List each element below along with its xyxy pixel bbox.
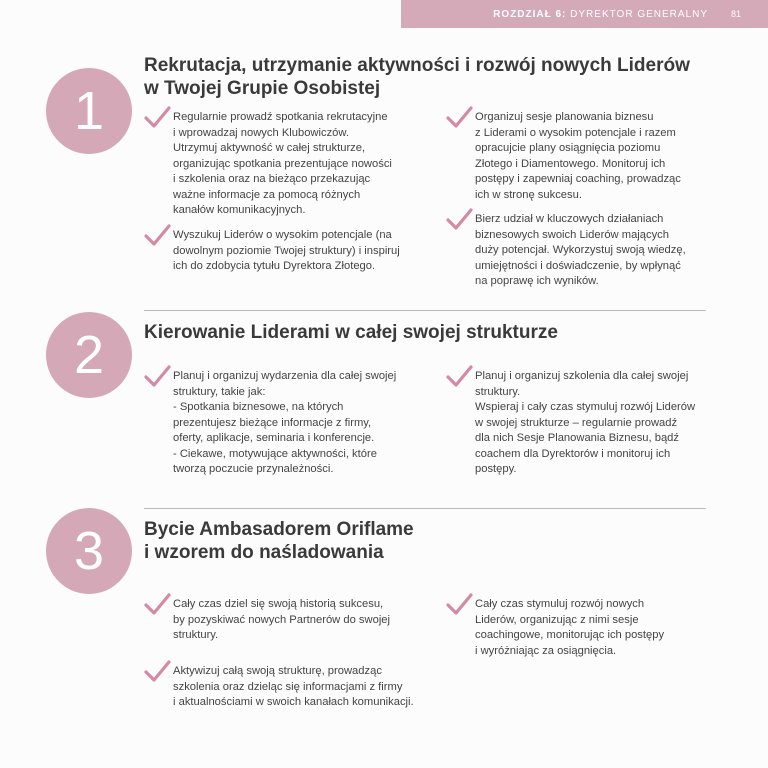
- chapter-header: [401, 0, 768, 28]
- checkmark-icon: [445, 591, 473, 617]
- section-2-item-2-text: Planuj i organizuj szkolenia dla całej swojej struktury. Wspieraj i cały czas stymuluj rozwój Liderów w swojej strukturze – regularnie prowadź dla nich Sesje Planowania Biznesu, bądź coachem dla Dyrektorów i monitoruj ich postępy.: [475, 370, 696, 475]
- section-1-item-1: [173, 110, 441, 219]
- section-3-title: Bycie Ambasadorem Oriflame i wzorem do naśladowania: [144, 519, 414, 563]
- checkmark-icon: [143, 591, 171, 617]
- section-3-item-3-text: Cały czas stymuluj rozwój nowych Liderów, organizując z nimi sesje coachingowe, monitorując ich postępy i wyróżniając za osiągnięcia.: [475, 598, 665, 657]
- section-3-item-1-text: Cały czas dziel się swoją historią sukcesu, by pozyskiwać nowych Partnerów do swojej struktury.: [173, 598, 391, 641]
- section-1-item-3-text: Organizuj sesje planowania biznesu z Liderami o wysokim potencjale i razem opracujcie plany osiągnięcia poziomu Złotego i Diamentowego. Monitoruj ich postępy i zapewniaj coaching, prowadząc ich w stronę sukcesu.: [475, 111, 681, 201]
- chapter-label: ROZDZIAŁ 6:: [493, 9, 567, 20]
- section-1-item-2: [173, 228, 441, 275]
- section-divider: [144, 508, 706, 509]
- checkmark-icon: [445, 104, 473, 130]
- section-2-item-1-text: Planuj i organizuj wydarzenia dla całej swojej struktury, takie jak: - Spotkania biznesowe, na których prezentujesz bieżące informacje z firmy, oferty, aplikacje, seminaria i konferencje. - Ciekawe, motywujące aktywności, które tworzą poczucie przynależności.: [173, 370, 397, 475]
- section-1-item-4-text: Bierz udział w kluczowych działaniach biznesowych swoich Liderów mających duży potencjał. Wykorzystuj swoją wiedzę, umiejętności i doświadczenie, by wpłynąć na poprawę ich wyników.: [475, 213, 686, 287]
- checkmark-icon: [445, 363, 473, 389]
- section-1-item-2-text: Wyszukuj Liderów o wysokim potencjale (na dowolnym poziomie Twojej struktury) i inspiruj ich do zdobycia tytułu Dyrektora Złotego.: [173, 229, 400, 272]
- section-divider: [144, 310, 706, 311]
- checkmark-icon: [143, 363, 171, 389]
- section-3-item-2: [173, 664, 463, 711]
- section-2-item-2: [475, 369, 743, 478]
- section-1-title: Rekrutacja, utrzymanie aktywności i rozwój nowych Liderów w Twojej Grupie Osobistej: [144, 55, 690, 99]
- section-3-item-1: [173, 597, 441, 644]
- section-1-item-4: [475, 212, 743, 290]
- checkmark-icon: [445, 206, 473, 232]
- section-2-title: Kierowanie Liderami w całej swojej strukturze: [144, 322, 558, 343]
- section-1-item-1-text: Regularnie prowadź spotkania rekrutacyjne i wprowadzaj nowych Klubowiczów. Utrzymuj aktywność w całej strukturze, organizując spotkania prezentujące nowości i szkolenia oraz na bieżąco przekazując ważne informacje za pomocą różnych kanałów komunikacyjnych.: [173, 111, 392, 216]
- section-3-number-circle: 3: [46, 508, 132, 594]
- section-3-item-2-text: Aktywizuj całą swoją strukturę, prowadząc szkolenia oraz dzieląc się informacjami z firmy i aktualnościami w swoich kanałach komunikacji.: [173, 665, 414, 708]
- chapter-heading: [493, 9, 708, 20]
- checkmark-icon: [143, 222, 171, 248]
- section-3-item-3: [475, 597, 743, 659]
- checkmark-icon: [143, 104, 171, 130]
- section-2-number-circle: 2: [46, 312, 132, 398]
- page-number: 81: [730, 9, 741, 19]
- section-1-item-3: [475, 110, 743, 203]
- section-1-number-circle: 1: [46, 68, 132, 154]
- section-2-item-1: [173, 369, 441, 478]
- chapter-title: DYREKTOR GENERALNY: [570, 9, 708, 20]
- checkmark-icon: [143, 658, 171, 684]
